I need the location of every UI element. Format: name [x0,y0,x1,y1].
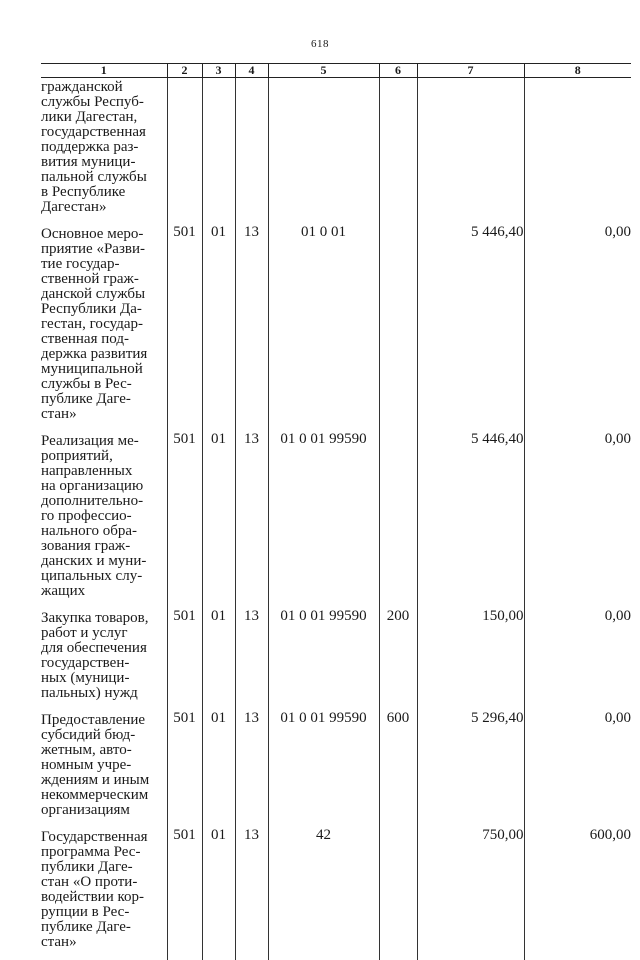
subsection-code-cell: 13 [235,828,268,960]
expense-type-cell [379,432,417,609]
table-row [41,78,631,226]
amount-cell: 150,00 [417,609,524,711]
amount-cell: 0,00 [524,609,631,711]
expense-type-cell: 600 [379,711,417,828]
section-code-cell: 01 [202,828,235,960]
section-code-cell: 01 [202,609,235,711]
item-name-cell: гражданской службы Респуб- лики Дагестан, государственная поддержка раз- вития муници- пальной службы в Республике Дагестан» [41,79,147,215]
table-row [41,711,631,828]
target-code-cell: 42 [268,828,379,960]
column-header: 8 [524,64,631,78]
table-row [41,609,631,711]
table-header-row [41,64,631,78]
column-header: 6 [379,64,417,78]
item-name-cell: Предоставление субсидий бюд- жетным, авто- номным учре- ждениям и иным некоммерческим организациям [41,712,150,818]
item-name-cell: Государственная программа Рес- публики Даге- стан «О проти- водействии кор- рупции в Рес- публике Даге- стан» [41,829,148,950]
subsection-code-cell: 13 [235,711,268,828]
subsection-code-cell [235,78,268,226]
page-number: 618 [311,38,329,50]
amount-cell: 750,00 [417,828,524,960]
subsection-code-cell: 13 [235,225,268,432]
table-row [41,432,631,609]
amount-cell [417,78,524,226]
section-code-cell: 01 [202,711,235,828]
subsection-code-cell: 13 [235,432,268,609]
column-header: 5 [268,64,379,78]
ministry-code-cell: 501 [167,225,202,432]
amount-cell [524,78,631,226]
ministry-code-cell: 501 [167,432,202,609]
item-name-cell: Реализация ме- роприятий, направленных на организацию дополнительно- го профессио- нального обра- зования граж- данских и муни- ципальных слу- жащих [41,433,147,599]
ministry-code-cell: 501 [167,711,202,828]
target-code-cell: 01 0 01 99590 [268,711,379,828]
amount-cell: 5 446,40 [417,432,524,609]
ministry-code-cell: 501 [167,609,202,711]
amount-cell: 0,00 [524,225,631,432]
target-code-cell: 01 0 01 [268,225,379,432]
expense-type-cell: 200 [379,609,417,711]
column-header: 1 [41,64,167,78]
expense-type-cell [379,225,417,432]
target-code-cell: 01 0 01 99590 [268,609,379,711]
section-code-cell: 01 [202,225,235,432]
section-code-cell [202,78,235,226]
column-header: 7 [417,64,524,78]
column-header: 4 [235,64,268,78]
amount-cell: 0,00 [524,711,631,828]
ministry-code-cell: 501 [167,828,202,960]
budget-table [41,63,631,960]
amount-cell: 5 446,40 [417,225,524,432]
amount-cell: 600,00 [524,828,631,960]
subsection-code-cell: 13 [235,609,268,711]
target-code-cell [268,78,379,226]
item-name-cell: Закупка товаров, работ и услуг для обеспечения государствен- ных (муници- пальных) нужд [41,610,149,701]
expense-type-cell [379,828,417,960]
amount-cell: 0,00 [524,432,631,609]
target-code-cell: 01 0 01 99590 [268,432,379,609]
section-code-cell: 01 [202,432,235,609]
amount-cell: 5 296,40 [417,711,524,828]
item-name-cell: Основное меро- приятие «Разви- тие государ- ственной граж- данской службы Республики Да- гестан, государ- ственная под- держка развития муниципальной службы в Рес- публике Даге- стан» [41,226,148,422]
column-header: 3 [202,64,235,78]
table-row [41,225,631,432]
table-row [41,828,631,960]
column-header: 2 [167,64,202,78]
ministry-code-cell [167,78,202,226]
expense-type-cell [379,78,417,226]
